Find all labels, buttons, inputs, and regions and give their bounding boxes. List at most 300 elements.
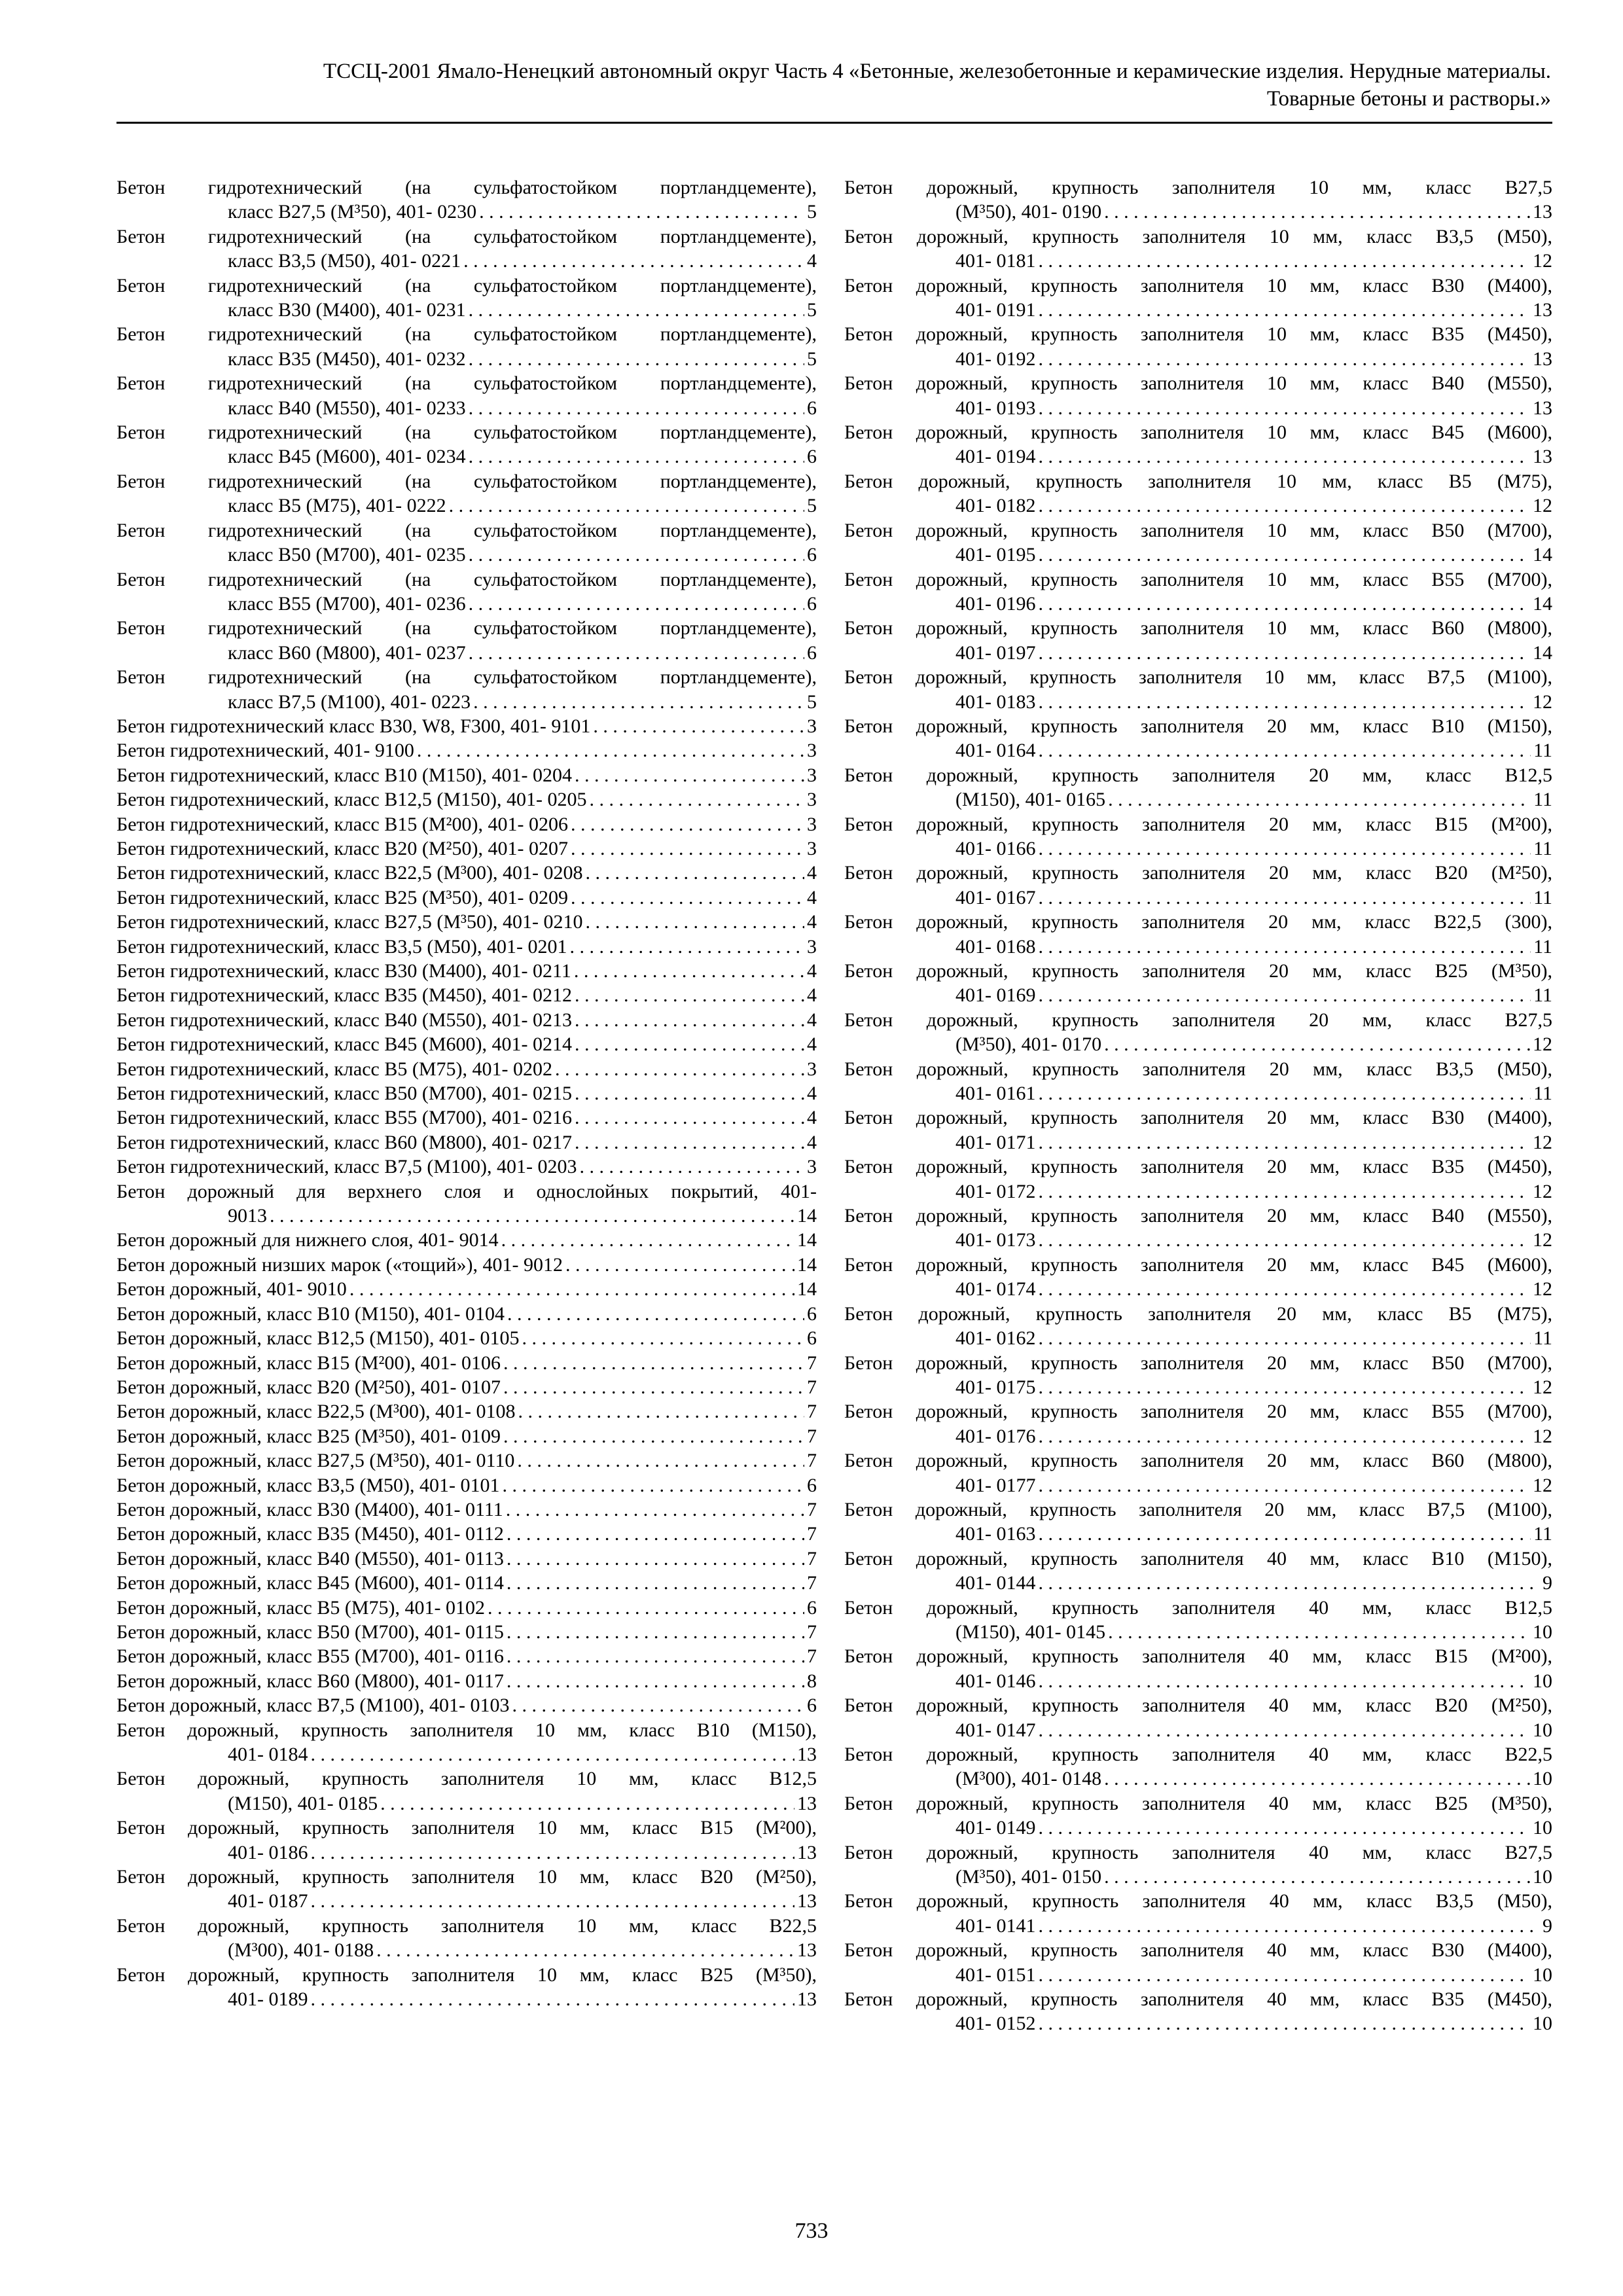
index-entry-page: 13 xyxy=(797,1890,817,1912)
index-entry-page: 4 xyxy=(807,1033,817,1056)
index-entry-page: 7 xyxy=(807,1450,817,1472)
index-entry-title: Бетон дорожный, крупность заполнителя 20 мм, класс В50 (М700), xyxy=(844,1352,1552,1374)
index-entry-title: Бетон дорожный, класс В3,5 (М50), 401- 0101 xyxy=(116,1474,500,1496)
index-entry xyxy=(116,1253,817,1277)
index-entry-page: 9 xyxy=(1543,1914,1552,1937)
index-entry-page: 11 xyxy=(1533,1083,1552,1105)
index-entry-page: 13 xyxy=(1533,397,1552,419)
index-entry-line xyxy=(116,1130,817,1155)
index-entry-title: Бетон дорожный, класс В5 (М75), 401- 0102 xyxy=(116,1596,485,1619)
index-entry-continuation: (М³50), 401- 0150 xyxy=(955,1866,1102,1888)
index-entry xyxy=(116,714,817,738)
index-entry-title: Бетон гидротехнический, класс В27,5 (М³50), 401- 0210 xyxy=(116,911,583,933)
index-entry-line xyxy=(844,444,1552,469)
dot-leader xyxy=(469,298,804,322)
index-entry xyxy=(116,1448,817,1473)
index-entry-page: 5 xyxy=(807,495,817,517)
index-entry-title: Бетон дорожный, крупность заполнителя 20 мм, класс В30 (М400), xyxy=(844,1107,1552,1129)
index-entry-line xyxy=(844,2011,1552,2036)
index-entry-page: 12 xyxy=(1533,1425,1552,1447)
dot-leader xyxy=(575,763,804,787)
index-entry-title: Бетон гидротехнический (на сульфатостойком портландцементе), xyxy=(116,274,817,296)
index-entry-line xyxy=(116,1669,817,1693)
index-entry xyxy=(116,567,817,617)
index-entry-line xyxy=(844,1571,1552,1595)
index-entry xyxy=(844,812,1552,861)
index-entry-line xyxy=(844,935,1552,959)
index-entry-line xyxy=(844,249,1552,273)
index-entry-page: 3 xyxy=(807,837,817,859)
index-entry-title: Бетон гидротехнический (на сульфатостойком портландцементе), xyxy=(116,372,817,395)
index-entry xyxy=(116,1718,817,1767)
index-entry xyxy=(116,1302,817,1326)
index-entry-page: 10 xyxy=(1533,1719,1552,1741)
index-entry-page: 6 xyxy=(807,1327,817,1350)
index-entry-line xyxy=(844,1081,1552,1105)
dot-leader xyxy=(1104,1767,1530,1791)
index-entry-line xyxy=(116,249,817,273)
index-entry-page: 3 xyxy=(807,715,817,737)
dot-leader xyxy=(507,1644,804,1668)
index-entry-continuation: класс В35 (М450), 401- 0232 xyxy=(228,348,466,370)
dot-leader xyxy=(555,1057,804,1081)
index-entry-continuation: класс В55 (М700), 401- 0236 xyxy=(228,592,466,615)
index-entry-title: Бетон гидротехнический, класс В10 (М150), 401- 0204 xyxy=(116,764,572,786)
dot-leader xyxy=(1039,1669,1531,1693)
index-entry-title: Бетон дорожный, класс В27,5 (М³50), 401- 0110 xyxy=(116,1450,515,1472)
index-entry-page: 14 xyxy=(797,1278,817,1300)
index-entry-continuation: 401- 0141 xyxy=(955,1914,1036,1937)
index-entry-title: Бетон дорожный, крупность заполнителя 20 мм, класс В27,5 xyxy=(844,1009,1552,1031)
index-entry xyxy=(844,1693,1552,1742)
index-entry-line xyxy=(116,1571,817,1595)
index-entry xyxy=(116,665,817,714)
index-entry xyxy=(844,1253,1552,1302)
index-entry-continuation: 401- 0177 xyxy=(955,1474,1036,1496)
index-entry-line xyxy=(844,396,1552,420)
index-entry-title: Бетон гидротехнический (на сульфатостойком портландцементе), xyxy=(116,519,817,541)
index-entry-continuation: 401- 0169 xyxy=(955,984,1036,1007)
index-entry-line xyxy=(844,1718,1552,1742)
index-entry-title: Бетон дорожный, крупность заполнителя 10 мм, класс В27,5 xyxy=(844,177,1552,198)
index-entry-title: Бетон дорожный, крупность заполнителя 20 мм, класс В15 (М²00), xyxy=(844,813,1552,835)
dot-leader xyxy=(593,714,804,738)
index-entry xyxy=(116,616,817,665)
index-entry xyxy=(116,959,817,983)
index-entry-title: Бетон дорожный, крупность заполнителя 40 мм, класс В20 (М²50), xyxy=(844,1695,1552,1717)
index-entry-title: Бетон дорожный, крупность заполнителя 10 мм, класс В20 (М²50), xyxy=(116,1866,817,1888)
dot-leader xyxy=(463,249,804,273)
index-entry xyxy=(116,1375,817,1399)
index-entry-title: Бетон дорожный, крупность заполнителя 10 мм, класс В22,5 xyxy=(116,1914,817,1937)
index-entry-line xyxy=(844,738,1552,762)
page-header xyxy=(118,58,1551,113)
index-entry-line xyxy=(116,1742,817,1767)
index-entry-line xyxy=(844,1767,1552,1791)
index-entry-page: 12 xyxy=(1533,691,1552,713)
dot-leader xyxy=(1039,935,1531,959)
index-entry-line xyxy=(116,861,817,885)
index-entry-line xyxy=(116,1204,817,1228)
dot-leader xyxy=(1039,347,1531,371)
dot-leader xyxy=(571,886,804,910)
index-entry-continuation: 401- 0171 xyxy=(955,1131,1036,1153)
index-entry-page: 4 xyxy=(807,886,817,908)
index-entry-title: Бетон дорожный, крупность заполнителя 10 мм, класс В40 (М550), xyxy=(844,372,1552,395)
index-entry-line xyxy=(116,1889,817,1913)
index-entry-title: Бетон дорожный, крупность заполнителя 20 мм, класс В25 (М³50), xyxy=(844,960,1552,982)
index-entry-page: 14 xyxy=(797,1253,817,1276)
index-entry-title: Бетон гидротехнический класс В30, W8, F300, 401- 9101 xyxy=(116,715,591,737)
dot-leader xyxy=(311,1889,795,1913)
index-entry-line xyxy=(116,347,817,371)
index-entry-continuation: 401- 0187 xyxy=(228,1890,308,1912)
dot-leader xyxy=(575,1008,804,1032)
dot-leader xyxy=(507,1620,804,1644)
dot-leader xyxy=(1039,1473,1531,1498)
index-entry-line xyxy=(116,1596,817,1620)
index-entry-line xyxy=(116,1498,817,1522)
index-entry xyxy=(844,1889,1552,1938)
index-entry-title: Бетон гидротехнический, класс В20 (М²50), 401- 0207 xyxy=(116,837,568,859)
index-entry-continuation: класс В30 (М400), 401- 0231 xyxy=(228,299,466,321)
index-entry xyxy=(116,812,817,836)
index-entry-page: 3 xyxy=(807,1058,817,1080)
index-entry xyxy=(116,763,817,787)
index-entry-line xyxy=(116,1375,817,1399)
index-entry xyxy=(844,1448,1552,1498)
dot-leader xyxy=(501,1228,794,1252)
index-entry-title: Бетон дорожный, крупность заполнителя 10 мм, класс В5 (М75), xyxy=(844,470,1552,492)
index-entry xyxy=(844,1302,1552,1351)
index-entry-title: Бетон дорожный, 401- 9010 xyxy=(116,1278,347,1300)
index-entry-title: Бетон дорожный, крупность заполнителя 10 мм, класс В55 (М700), xyxy=(844,568,1552,590)
index-entry-continuation: класс В5 (М75), 401- 0222 xyxy=(228,495,446,517)
dot-leader xyxy=(574,959,804,983)
index-entry-line xyxy=(116,298,817,322)
index-entry-page: 7 xyxy=(807,1425,817,1447)
index-entry-continuation: 401- 0161 xyxy=(955,1083,1036,1105)
index-entry-line xyxy=(116,1032,817,1056)
index-entry-line xyxy=(116,983,817,1007)
index-entry-page: 5 xyxy=(807,299,817,321)
index-entry-line xyxy=(116,959,817,983)
index-entry xyxy=(116,1399,817,1424)
dot-leader xyxy=(571,836,804,861)
index-entry-title: Бетон дорожный, крупность заполнителя 10 мм, класс В45 (М600), xyxy=(844,422,1552,444)
index-entry-title: Бетон дорожный, крупность заполнителя 20 мм, класс В3,5 (М50), xyxy=(844,1058,1552,1080)
dot-leader xyxy=(585,861,804,885)
index-entry-title: Бетон дорожный, крупность заполнителя 40 мм, класс В27,5 xyxy=(844,1841,1552,1863)
index-entry-continuation: (М³50), 401- 0190 xyxy=(955,201,1102,223)
index-entry xyxy=(116,1351,817,1375)
index-entry-line xyxy=(116,1057,817,1081)
index-entry-page: 4 xyxy=(807,1131,817,1153)
index-entry-title: Бетон дорожный, крупность заполнителя 20 мм, класс В20 (М²50), xyxy=(844,862,1552,884)
index-entry-page: 11 xyxy=(1533,1523,1552,1545)
index-entry-title: Бетон гидротехнический (на сульфатостойком портландцементе), xyxy=(116,470,817,492)
index-entry-line xyxy=(844,787,1552,812)
index-entry-continuation: класс В60 (М800), 401- 0237 xyxy=(228,641,466,664)
index-column-left xyxy=(116,175,817,2011)
index-entry-continuation: 401- 0191 xyxy=(955,299,1036,321)
dot-leader xyxy=(575,1032,804,1056)
index-entry-line xyxy=(116,1987,817,2011)
index-entry-title: Бетон дорожный, класс В55 (М700), 401- 0116 xyxy=(116,1645,504,1668)
index-entry-continuation: 401- 0197 xyxy=(955,641,1036,664)
index-entry-line xyxy=(116,641,817,665)
index-entry xyxy=(116,274,817,323)
index-entry xyxy=(116,1644,817,1668)
index-entry-title: Бетон гидротехнический, класс В12,5 (М150), 401- 0205 xyxy=(116,789,587,811)
index-entry-page: 10 xyxy=(1533,2013,1552,2035)
index-entry-title: Бетон дорожный, крупность заполнителя 10 мм, класс В25 (М³50), xyxy=(116,1964,817,1986)
index-entry xyxy=(116,836,817,861)
dot-leader xyxy=(1039,1571,1541,1595)
dot-leader xyxy=(311,1987,795,2011)
index-entry xyxy=(844,371,1552,420)
dot-leader xyxy=(1039,1816,1531,1840)
dot-leader xyxy=(376,1938,794,1962)
index-entry-line xyxy=(844,1326,1552,1350)
index-entry-page: 12 xyxy=(1533,1278,1552,1300)
index-entry-line xyxy=(844,592,1552,616)
index-entry xyxy=(844,1596,1552,1645)
dot-leader xyxy=(469,396,804,420)
index-entry-continuation: 401- 0168 xyxy=(955,935,1036,958)
index-entry-page: 5 xyxy=(807,691,817,713)
index-entry xyxy=(844,1008,1552,1057)
index-entry-title: Бетон дорожный, класс В12,5 (М150), 401- 0105 xyxy=(116,1327,520,1350)
index-entry xyxy=(844,1840,1552,1890)
index-entry-page: 13 xyxy=(797,1988,817,2011)
dot-leader xyxy=(1039,1326,1531,1350)
index-entry xyxy=(116,1081,817,1105)
index-entry-continuation: 401- 0144 xyxy=(955,1572,1036,1594)
index-entry-title: Бетон дорожный, крупность заполнителя 20 мм, класс В10 (М150), xyxy=(844,715,1552,737)
index-entry-page: 6 xyxy=(807,544,817,566)
index-entry-line xyxy=(844,543,1552,567)
index-entry-page: 12 xyxy=(1533,1229,1552,1251)
dot-leader xyxy=(503,1424,804,1448)
index-entry-line xyxy=(116,1840,817,1865)
dot-leader xyxy=(575,983,804,1007)
index-entry-line xyxy=(116,1351,817,1375)
index-entry-title: Бетон дорожный, крупность заполнителя 40 мм, класс В15 (М²00), xyxy=(844,1645,1552,1668)
index-entry xyxy=(116,175,817,224)
dot-leader xyxy=(522,1326,804,1350)
index-entry-line xyxy=(116,1547,817,1571)
dot-leader xyxy=(1039,886,1531,910)
dot-leader xyxy=(469,444,804,469)
index-entry-line xyxy=(844,1130,1552,1155)
index-entry xyxy=(844,420,1552,469)
index-entry-title: Бетон гидротехнический (на сульфатостойком портландцементе), xyxy=(116,177,817,198)
index-entry-page: 9 xyxy=(1543,1572,1552,1594)
index-entry-page: 5 xyxy=(807,201,817,223)
dot-leader xyxy=(517,1448,804,1473)
index-entry-page: 4 xyxy=(807,1107,817,1129)
dot-leader xyxy=(507,1522,804,1546)
index-entry-page: 6 xyxy=(807,1474,817,1496)
index-entry-title: Бетон дорожный, крупность заполнителя 10 мм, класс В7,5 (М100), xyxy=(844,666,1552,689)
index-entry-title: Бетон дорожный, класс В7,5 (М100), 401- 0103 xyxy=(116,1695,510,1717)
index-entry-page: 14 xyxy=(1533,544,1552,566)
index-entry-line xyxy=(116,1620,817,1644)
index-entry-title: Бетон гидротехнический, класс В55 (М700), 401- 0216 xyxy=(116,1107,572,1129)
index-entry-page: 13 xyxy=(797,1939,817,1962)
index-entry xyxy=(116,1963,817,2012)
index-entry-title: Бетон гидротехнический, класс В40 (М550), 401- 0213 xyxy=(116,1009,572,1031)
index-entry-continuation: 9013 xyxy=(228,1205,267,1227)
index-entry-continuation: класс В3,5 (М50), 401- 0221 xyxy=(228,250,461,272)
index-entry-page: 13 xyxy=(1533,348,1552,370)
index-entry-page: 11 xyxy=(1533,935,1552,958)
index-entry-line xyxy=(844,1277,1552,1301)
index-entry-continuation: 401- 0195 xyxy=(955,544,1036,566)
index-entry-line xyxy=(116,1693,817,1717)
dot-leader xyxy=(1104,200,1530,224)
index-entry xyxy=(116,518,817,567)
index-entry xyxy=(844,665,1552,714)
index-entry-title: Бетон дорожный, крупность заполнителя 20 мм, класс В55 (М700), xyxy=(844,1401,1552,1423)
index-entry xyxy=(844,714,1552,763)
index-entry-title: Бетон дорожный для нижнего слоя, 401- 9014 xyxy=(116,1229,499,1251)
dot-leader xyxy=(1039,1130,1531,1155)
index-entry-continuation: (М150), 401- 0165 xyxy=(955,789,1106,811)
index-entry-page: 10 xyxy=(1533,1768,1552,1790)
index-entry xyxy=(116,1277,817,1301)
dot-leader xyxy=(1039,690,1531,714)
index-entry xyxy=(116,1865,817,1914)
dot-leader xyxy=(1039,1914,1541,1938)
index-entry-title: Бетон гидротехнический, класс В45 (М600), 401- 0214 xyxy=(116,1033,572,1056)
index-entry-continuation: класс В40 (М550), 401- 0233 xyxy=(228,397,466,419)
index-entry-continuation: 401- 0163 xyxy=(955,1523,1036,1545)
index-entry xyxy=(844,518,1552,567)
index-entry xyxy=(844,567,1552,617)
index-entry-continuation: 401- 0162 xyxy=(955,1327,1036,1350)
dot-leader xyxy=(311,1742,795,1767)
dot-leader xyxy=(502,1473,804,1498)
index-entry-page: 6 xyxy=(807,1302,817,1325)
index-entry-page: 11 xyxy=(1533,740,1552,762)
index-entry-continuation: 401- 0192 xyxy=(955,348,1036,370)
index-entry-page: 3 xyxy=(807,789,817,811)
index-entry-page: 8 xyxy=(807,1670,817,1692)
dot-leader xyxy=(1039,493,1531,518)
dot-leader xyxy=(1039,592,1531,616)
dot-leader xyxy=(569,935,804,959)
index-entry-page: 11 xyxy=(1533,837,1552,859)
index-entry-line xyxy=(116,787,817,812)
index-entry xyxy=(116,420,817,469)
index-entry-title: Бетон дорожный, крупность заполнителя 40 мм, класс В3,5 (М50), xyxy=(844,1890,1552,1912)
dot-leader xyxy=(507,1571,804,1595)
index-entry xyxy=(844,1057,1552,1106)
index-entry xyxy=(844,959,1552,1008)
dot-leader xyxy=(311,1840,795,1865)
index-entry xyxy=(116,1424,817,1448)
index-entry-line xyxy=(116,396,817,420)
index-entry-line xyxy=(844,493,1552,518)
index-entry-page: 11 xyxy=(1533,886,1552,908)
index-entry-continuation: 401- 0152 xyxy=(955,2013,1036,2035)
index-entry-title: Бетон гидротехнический, класс В25 (М³50), 401- 0209 xyxy=(116,886,568,908)
index-entry-line xyxy=(844,200,1552,224)
index-entry-continuation: 401- 0181 xyxy=(955,250,1036,272)
index-entry-page: 12 xyxy=(1533,1131,1552,1153)
dot-leader xyxy=(1039,1179,1531,1204)
index-entry-page: 6 xyxy=(807,446,817,468)
index-entry xyxy=(844,1644,1552,1693)
index-entry xyxy=(116,1669,817,1693)
index-entry xyxy=(116,861,817,885)
index-entry-page: 10 xyxy=(1533,1964,1552,1986)
index-entry-title: Бетон дорожный, крупность заполнителя 20 мм, класс В5 (М75), xyxy=(844,1302,1552,1325)
index-entry xyxy=(844,1987,1552,2036)
index-entry-continuation: класс В45 (М600), 401- 0234 xyxy=(228,446,466,468)
dot-leader xyxy=(1039,444,1531,469)
index-entry-page: 13 xyxy=(1533,201,1552,223)
index-entry-page: 3 xyxy=(807,1156,817,1178)
index-entry xyxy=(116,1816,817,1865)
index-entry-line xyxy=(116,444,817,469)
index-entry-page: 4 xyxy=(807,1009,817,1031)
index-entry-line xyxy=(844,1473,1552,1498)
index-entry-title: Бетон дорожный, крупность заполнителя 10 мм, класс В35 (М450), xyxy=(844,323,1552,346)
index-entry xyxy=(844,1742,1552,1791)
index-entry-line xyxy=(116,1155,817,1179)
index-entry xyxy=(844,1155,1552,1204)
index-entry-line xyxy=(844,1620,1552,1644)
index-entry-line xyxy=(844,1032,1552,1056)
index-entry-line xyxy=(116,812,817,836)
dot-leader xyxy=(1039,298,1531,322)
index-entry xyxy=(116,1179,817,1229)
index-entry xyxy=(116,1767,817,1816)
index-entry-page: 6 xyxy=(807,592,817,615)
index-entry-continuation: 401- 0183 xyxy=(955,691,1036,713)
index-entry-title: Бетон дорожный, крупность заполнителя 20 мм, класс В40 (М550), xyxy=(844,1205,1552,1227)
index-entry-continuation: 401- 0149 xyxy=(955,1817,1036,1839)
index-entry-title: Бетон дорожный, крупность заполнителя 20 мм, класс В35 (М450), xyxy=(844,1156,1552,1178)
dot-leader xyxy=(1108,1620,1530,1644)
index-entry xyxy=(844,1204,1552,1253)
index-entry-title: Бетон гидротехнический (на сульфатостойком портландцементе), xyxy=(116,568,817,590)
index-entry-page: 13 xyxy=(1533,299,1552,321)
index-entry xyxy=(116,1914,817,1963)
index-entry-continuation: 401- 0166 xyxy=(955,837,1036,859)
index-entry-title: Бетон дорожный, крупность заполнителя 20 мм, класс В60 (М800), xyxy=(844,1450,1552,1472)
index-entry-title: Бетон дорожный, класс В10 (М150), 401- 0104 xyxy=(116,1302,505,1325)
index-entry-line xyxy=(844,836,1552,861)
dot-leader xyxy=(506,1498,804,1522)
index-entry xyxy=(116,1326,817,1350)
dot-leader xyxy=(488,1596,804,1620)
index-entry-title: Бетон дорожный, крупность заполнителя 10 мм, класс В50 (М700), xyxy=(844,519,1552,541)
index-entry-continuation: 401- 0176 xyxy=(955,1425,1036,1447)
index-entry-line xyxy=(116,690,817,714)
index-entry xyxy=(844,224,1552,274)
index-entry-title: Бетон гидротехнический (на сульфатостойком портландцементе), xyxy=(116,666,817,689)
index-entry-title: Бетон дорожный, класс В20 (М²50), 401- 0107 xyxy=(116,1376,501,1398)
dot-leader xyxy=(1104,1865,1530,1889)
index-entry-title: Бетон дорожный, крупность заполнителя 20 мм, класс В7,5 (М100), xyxy=(844,1498,1552,1520)
index-entry-continuation: 401- 0174 xyxy=(955,1278,1036,1300)
index-entry-continuation: 401- 0167 xyxy=(955,886,1036,908)
index-entry-line xyxy=(116,1326,817,1350)
